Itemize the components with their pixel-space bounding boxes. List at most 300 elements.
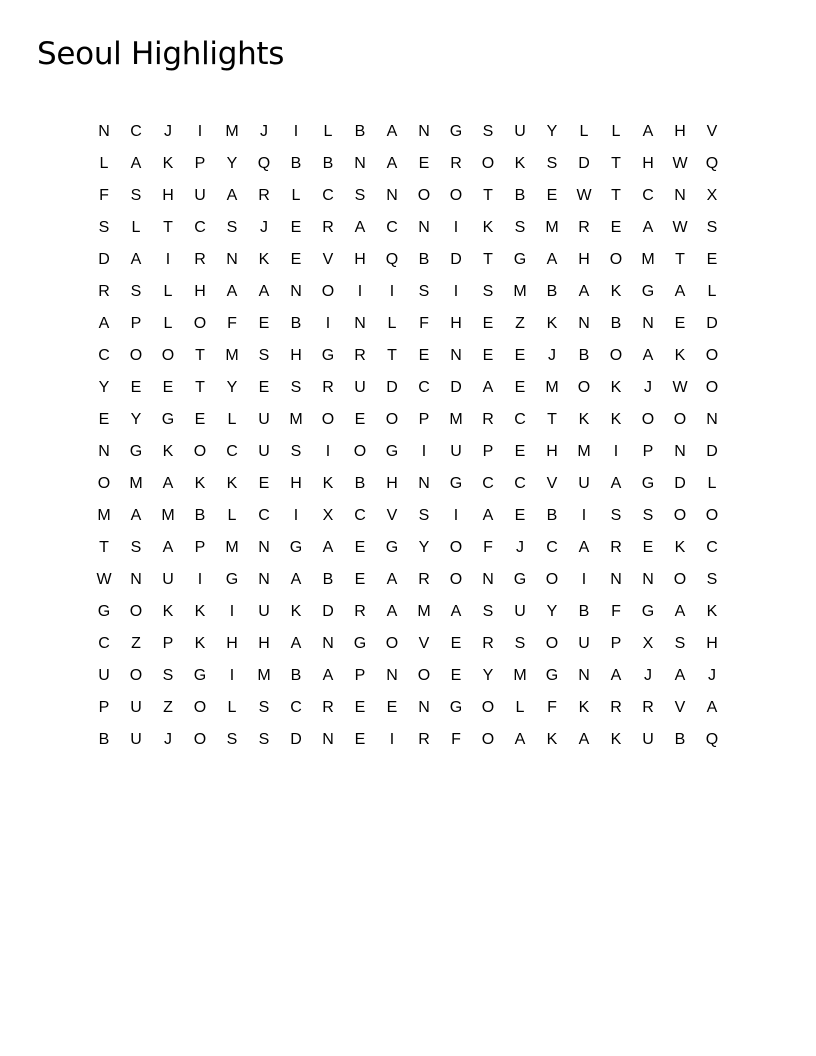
- grid-letter: G: [641, 475, 655, 492]
- grid-letter: P: [194, 539, 206, 556]
- grid-letter: K: [610, 411, 622, 428]
- grid-letter: M: [225, 123, 239, 140]
- grid-letter: H: [578, 251, 590, 268]
- grid-letter: H: [290, 475, 302, 492]
- grid-letter: A: [226, 187, 238, 204]
- grid-letter: Q: [257, 155, 271, 172]
- grid-letter: A: [642, 219, 654, 236]
- grid-letter: R: [482, 411, 494, 428]
- grid-letter: P: [642, 443, 654, 460]
- grid-letter: J: [708, 667, 716, 684]
- grid-letter: O: [193, 315, 207, 332]
- grid-letter: T: [675, 251, 685, 268]
- grid-letter: B: [322, 571, 334, 588]
- grid-letter: B: [418, 251, 430, 268]
- grid-letter: B: [194, 507, 206, 524]
- grid-letter: S: [482, 603, 494, 620]
- grid-letter: W: [96, 571, 112, 588]
- grid-letter: S: [258, 347, 270, 364]
- grid-letter: C: [258, 507, 270, 524]
- grid-letter: X: [642, 635, 654, 652]
- grid-letter: G: [193, 667, 207, 684]
- grid-letter: B: [578, 347, 590, 364]
- grid-letter: S: [130, 283, 142, 300]
- grid-letter: J: [164, 123, 172, 140]
- grid-letter: N: [642, 571, 654, 588]
- grid-letter: I: [389, 283, 395, 300]
- grid-letter: A: [162, 539, 174, 556]
- grid-letter: N: [98, 443, 110, 460]
- grid-letter: A: [706, 699, 718, 716]
- grid-letter: D: [450, 379, 462, 396]
- grid-letter: S: [514, 219, 526, 236]
- grid-letter: O: [609, 347, 623, 364]
- grid-letter: B: [354, 123, 366, 140]
- grid-letter: I: [613, 443, 619, 460]
- grid-letter: R: [322, 379, 334, 396]
- grid-letter: C: [514, 411, 526, 428]
- grid-letter: G: [385, 539, 399, 556]
- grid-letter: E: [258, 315, 270, 332]
- grid-letter: E: [130, 379, 142, 396]
- grid-letter: C: [98, 347, 110, 364]
- grid-letter: K: [514, 155, 526, 172]
- grid-letter: L: [163, 283, 173, 300]
- grid-letter: B: [98, 731, 110, 748]
- grid-letter: A: [514, 731, 526, 748]
- grid-letter: E: [642, 539, 654, 556]
- grid-letter: D: [98, 251, 110, 268]
- grid-letter: C: [386, 219, 398, 236]
- grid-letter: U: [450, 443, 462, 460]
- grid-letter: A: [162, 475, 174, 492]
- grid-letter: I: [389, 731, 395, 748]
- word-search-grid: [88, 116, 728, 756]
- grid-letter: Z: [515, 315, 525, 332]
- grid-letter: D: [578, 155, 590, 172]
- grid-letter: J: [260, 219, 268, 236]
- grid-letter: O: [385, 411, 399, 428]
- grid-letter: A: [130, 155, 142, 172]
- grid-letter: E: [450, 667, 462, 684]
- grid-letter: U: [194, 187, 206, 204]
- grid-letter: C: [322, 187, 334, 204]
- grid-letter: I: [325, 315, 331, 332]
- grid-letter: N: [418, 475, 430, 492]
- page-title: Seoul Highlights: [37, 36, 285, 72]
- grid-letter: E: [354, 539, 366, 556]
- grid-letter: Y: [546, 123, 558, 140]
- grid-letter: A: [546, 251, 558, 268]
- grid-letter: U: [98, 667, 110, 684]
- grid-letter: T: [483, 251, 493, 268]
- grid-letter: S: [130, 187, 142, 204]
- grid-letter: C: [98, 635, 110, 652]
- grid-letter: O: [321, 283, 335, 300]
- grid-letter: W: [672, 155, 688, 172]
- grid-letter: N: [98, 123, 110, 140]
- grid-letter: S: [290, 443, 302, 460]
- grid-letter: I: [197, 123, 203, 140]
- grid-letter: O: [641, 411, 655, 428]
- grid-letter: H: [386, 475, 398, 492]
- grid-letter: L: [99, 155, 109, 172]
- grid-letter: J: [548, 347, 556, 364]
- grid-letter: K: [322, 475, 334, 492]
- grid-letter: O: [97, 475, 111, 492]
- grid-letter: N: [578, 667, 590, 684]
- grid-letter: I: [197, 571, 203, 588]
- grid-letter: H: [258, 635, 270, 652]
- grid-letter: O: [129, 347, 143, 364]
- grid-letter: A: [482, 507, 494, 524]
- grid-letter: O: [673, 571, 687, 588]
- grid-letter: K: [194, 475, 206, 492]
- grid-letter: T: [195, 379, 205, 396]
- grid-letter: S: [162, 667, 174, 684]
- grid-letter: R: [194, 251, 206, 268]
- grid-letter: I: [453, 283, 459, 300]
- grid-letter: S: [226, 731, 238, 748]
- grid-letter: T: [611, 155, 621, 172]
- grid-letter: S: [130, 539, 142, 556]
- grid-letter: E: [514, 347, 526, 364]
- grid-letter: S: [546, 155, 558, 172]
- grid-letter: L: [611, 123, 621, 140]
- grid-letter: Z: [163, 699, 173, 716]
- grid-letter: Y: [130, 411, 142, 428]
- grid-letter: L: [131, 219, 141, 236]
- grid-letter: K: [194, 603, 206, 620]
- grid-letter: P: [162, 635, 174, 652]
- grid-letter: C: [226, 443, 238, 460]
- grid-letter: F: [419, 315, 429, 332]
- grid-letter: V: [546, 475, 558, 492]
- grid-letter: D: [450, 251, 462, 268]
- grid-letter: A: [578, 283, 590, 300]
- grid-letter: N: [322, 635, 334, 652]
- grid-letter: J: [644, 667, 652, 684]
- grid-letter: F: [611, 603, 621, 620]
- grid-letter: B: [546, 507, 558, 524]
- grid-letter: L: [227, 699, 237, 716]
- grid-letter: M: [449, 411, 463, 428]
- grid-letter: W: [672, 379, 688, 396]
- grid-letter: S: [706, 571, 718, 588]
- grid-letter: G: [449, 699, 463, 716]
- grid-letter: O: [545, 635, 559, 652]
- grid-letter: Y: [546, 603, 558, 620]
- grid-letter: N: [386, 187, 398, 204]
- grid-letter: M: [641, 251, 655, 268]
- grid-letter: O: [449, 539, 463, 556]
- grid-letter: G: [513, 571, 527, 588]
- grid-letter: B: [514, 187, 526, 204]
- grid-letter: R: [610, 539, 622, 556]
- grid-letter: M: [257, 667, 271, 684]
- grid-letter: A: [322, 667, 334, 684]
- grid-letter: Z: [131, 635, 141, 652]
- grid-letter: I: [325, 443, 331, 460]
- grid-letter: R: [642, 699, 654, 716]
- grid-letter: T: [547, 411, 557, 428]
- grid-letter: B: [290, 667, 302, 684]
- grid-letter: C: [706, 539, 718, 556]
- grid-letter: G: [545, 667, 559, 684]
- grid-letter: S: [706, 219, 718, 236]
- grid-letter: C: [130, 123, 142, 140]
- grid-letter: P: [98, 699, 110, 716]
- grid-letter: E: [514, 507, 526, 524]
- grid-letter: O: [417, 187, 431, 204]
- grid-letter: N: [642, 315, 654, 332]
- grid-letter: L: [163, 315, 173, 332]
- grid-letter: E: [258, 475, 270, 492]
- grid-letter: N: [482, 571, 494, 588]
- grid-letter: C: [482, 475, 494, 492]
- grid-letter: K: [482, 219, 494, 236]
- grid-letter: R: [450, 155, 462, 172]
- grid-letter: O: [449, 571, 463, 588]
- grid-letter: Y: [226, 155, 238, 172]
- grid-letter: M: [161, 507, 175, 524]
- grid-letter: C: [194, 219, 206, 236]
- grid-letter: O: [673, 411, 687, 428]
- grid-letter: M: [577, 443, 591, 460]
- grid-letter: K: [258, 251, 270, 268]
- grid-letter: K: [194, 635, 206, 652]
- grid-letter: A: [450, 603, 462, 620]
- grid-letter: I: [293, 507, 299, 524]
- grid-letter: Y: [482, 667, 494, 684]
- grid-letter: S: [610, 507, 622, 524]
- grid-letter: K: [162, 155, 174, 172]
- grid-letter: E: [482, 315, 494, 332]
- grid-letter: A: [322, 539, 334, 556]
- grid-letter: E: [674, 315, 686, 332]
- grid-letter: K: [578, 699, 590, 716]
- grid-letter: I: [581, 571, 587, 588]
- grid-letter: Q: [385, 251, 399, 268]
- grid-letter: G: [321, 347, 335, 364]
- grid-letter: G: [129, 443, 143, 460]
- grid-letter: O: [417, 667, 431, 684]
- grid-letter: M: [97, 507, 111, 524]
- grid-letter: N: [322, 731, 334, 748]
- grid-letter: E: [514, 443, 526, 460]
- grid-letter: N: [578, 315, 590, 332]
- grid-letter: R: [578, 219, 590, 236]
- grid-letter: L: [515, 699, 525, 716]
- grid-letter: G: [641, 603, 655, 620]
- grid-letter: W: [576, 187, 592, 204]
- grid-letter: R: [98, 283, 110, 300]
- grid-letter: U: [514, 123, 526, 140]
- grid-letter: A: [354, 219, 366, 236]
- grid-letter: W: [672, 219, 688, 236]
- grid-letter: K: [162, 603, 174, 620]
- grid-letter: B: [610, 315, 622, 332]
- grid-letter: R: [354, 347, 366, 364]
- grid-letter: I: [581, 507, 587, 524]
- grid-letter: E: [610, 219, 622, 236]
- grid-letter: T: [483, 187, 493, 204]
- grid-letter: B: [322, 155, 334, 172]
- grid-letter: O: [609, 251, 623, 268]
- grid-letter: B: [290, 155, 302, 172]
- grid-letter: K: [610, 379, 622, 396]
- grid-letter: F: [547, 699, 557, 716]
- grid-letter: N: [354, 315, 366, 332]
- grid-letter: V: [322, 251, 334, 268]
- grid-letter: O: [481, 155, 495, 172]
- grid-letter: I: [293, 123, 299, 140]
- grid-letter: P: [418, 411, 430, 428]
- grid-letter: X: [706, 187, 718, 204]
- grid-letter: B: [578, 603, 590, 620]
- grid-letter: G: [385, 443, 399, 460]
- grid-letter: G: [641, 283, 655, 300]
- grid-letter: K: [610, 731, 622, 748]
- grid-letter: C: [290, 699, 302, 716]
- grid-letter: S: [354, 187, 366, 204]
- grid-letter: A: [386, 571, 398, 588]
- grid-letter: C: [546, 539, 558, 556]
- grid-letter: M: [417, 603, 431, 620]
- grid-letter: K: [290, 603, 302, 620]
- grid-letter: M: [513, 667, 527, 684]
- grid-letter: A: [642, 123, 654, 140]
- grid-letter: U: [258, 443, 270, 460]
- grid-letter: V: [386, 507, 398, 524]
- grid-letter: A: [578, 539, 590, 556]
- grid-letter: R: [482, 635, 494, 652]
- grid-letter: A: [674, 283, 686, 300]
- grid-letter: G: [289, 539, 303, 556]
- grid-letter: E: [290, 251, 302, 268]
- grid-letter: N: [258, 539, 270, 556]
- grid-letter: O: [481, 699, 495, 716]
- grid-letter: K: [674, 347, 686, 364]
- grid-letter: F: [451, 731, 461, 748]
- grid-letter: S: [290, 379, 302, 396]
- grid-letter: L: [291, 187, 301, 204]
- grid-letter: M: [129, 475, 143, 492]
- grid-letter: M: [225, 539, 239, 556]
- grid-letter: H: [162, 187, 174, 204]
- grid-letter: E: [354, 731, 366, 748]
- grid-letter: A: [674, 603, 686, 620]
- grid-letter: P: [354, 667, 366, 684]
- grid-letter: O: [705, 507, 719, 524]
- grid-letter: H: [706, 635, 718, 652]
- grid-letter: E: [354, 699, 366, 716]
- grid-letter: S: [258, 699, 270, 716]
- grid-letter: K: [578, 411, 590, 428]
- grid-letter: E: [706, 251, 718, 268]
- grid-letter: L: [707, 283, 717, 300]
- grid-letter: N: [386, 667, 398, 684]
- grid-letter: P: [194, 155, 206, 172]
- grid-letter: U: [162, 571, 174, 588]
- grid-letter: U: [130, 731, 142, 748]
- grid-letter: M: [225, 347, 239, 364]
- grid-letter: I: [453, 219, 459, 236]
- grid-letter: M: [513, 283, 527, 300]
- grid-letter: A: [386, 123, 398, 140]
- grid-letter: R: [610, 699, 622, 716]
- grid-letter: J: [260, 123, 268, 140]
- grid-letter: V: [706, 123, 718, 140]
- grid-letter: E: [162, 379, 174, 396]
- grid-letter: N: [706, 411, 718, 428]
- grid-letter: F: [99, 187, 109, 204]
- grid-letter: E: [354, 571, 366, 588]
- grid-letter: U: [642, 731, 654, 748]
- grid-letter: E: [194, 411, 206, 428]
- grid-letter: R: [418, 731, 430, 748]
- grid-letter: G: [225, 571, 239, 588]
- grid-letter: I: [453, 507, 459, 524]
- grid-letter: N: [418, 699, 430, 716]
- grid-letter: S: [482, 283, 494, 300]
- grid-letter: G: [449, 123, 463, 140]
- grid-letter: A: [130, 251, 142, 268]
- grid-letter: H: [642, 155, 654, 172]
- grid-letter: D: [386, 379, 398, 396]
- grid-letter: H: [674, 123, 686, 140]
- grid-letter: U: [514, 603, 526, 620]
- grid-letter: H: [290, 347, 302, 364]
- grid-letter: E: [354, 411, 366, 428]
- grid-letter: A: [482, 379, 494, 396]
- grid-letter: A: [610, 475, 622, 492]
- grid-letter: S: [226, 219, 238, 236]
- grid-letter: L: [227, 411, 237, 428]
- grid-letter: H: [354, 251, 366, 268]
- grid-letter: C: [418, 379, 430, 396]
- grid-letter: O: [705, 379, 719, 396]
- grid-letter: A: [290, 571, 302, 588]
- grid-letter: E: [98, 411, 110, 428]
- grid-letter: S: [258, 731, 270, 748]
- grid-letter: N: [418, 219, 430, 236]
- grid-letter: V: [674, 699, 686, 716]
- grid-letter: B: [354, 475, 366, 492]
- grid-letter: N: [290, 283, 302, 300]
- grid-letter: O: [577, 379, 591, 396]
- grid-letter: T: [611, 187, 621, 204]
- grid-letter: E: [514, 379, 526, 396]
- grid-letter: A: [226, 283, 238, 300]
- grid-letter: O: [193, 731, 207, 748]
- grid-letter: D: [290, 731, 302, 748]
- grid-letter: O: [353, 443, 367, 460]
- grid-letter: L: [387, 315, 397, 332]
- grid-letter: N: [674, 187, 686, 204]
- grid-letter: D: [322, 603, 334, 620]
- grid-letter: N: [450, 347, 462, 364]
- grid-letter: B: [674, 731, 686, 748]
- grid-letter: U: [258, 411, 270, 428]
- grid-letter: R: [322, 219, 334, 236]
- grid-letter: H: [546, 443, 558, 460]
- grid-letter: K: [546, 731, 558, 748]
- grid-letter: T: [195, 347, 205, 364]
- grid-letter: D: [706, 443, 718, 460]
- grid-letter: O: [321, 411, 335, 428]
- grid-letter: E: [450, 635, 462, 652]
